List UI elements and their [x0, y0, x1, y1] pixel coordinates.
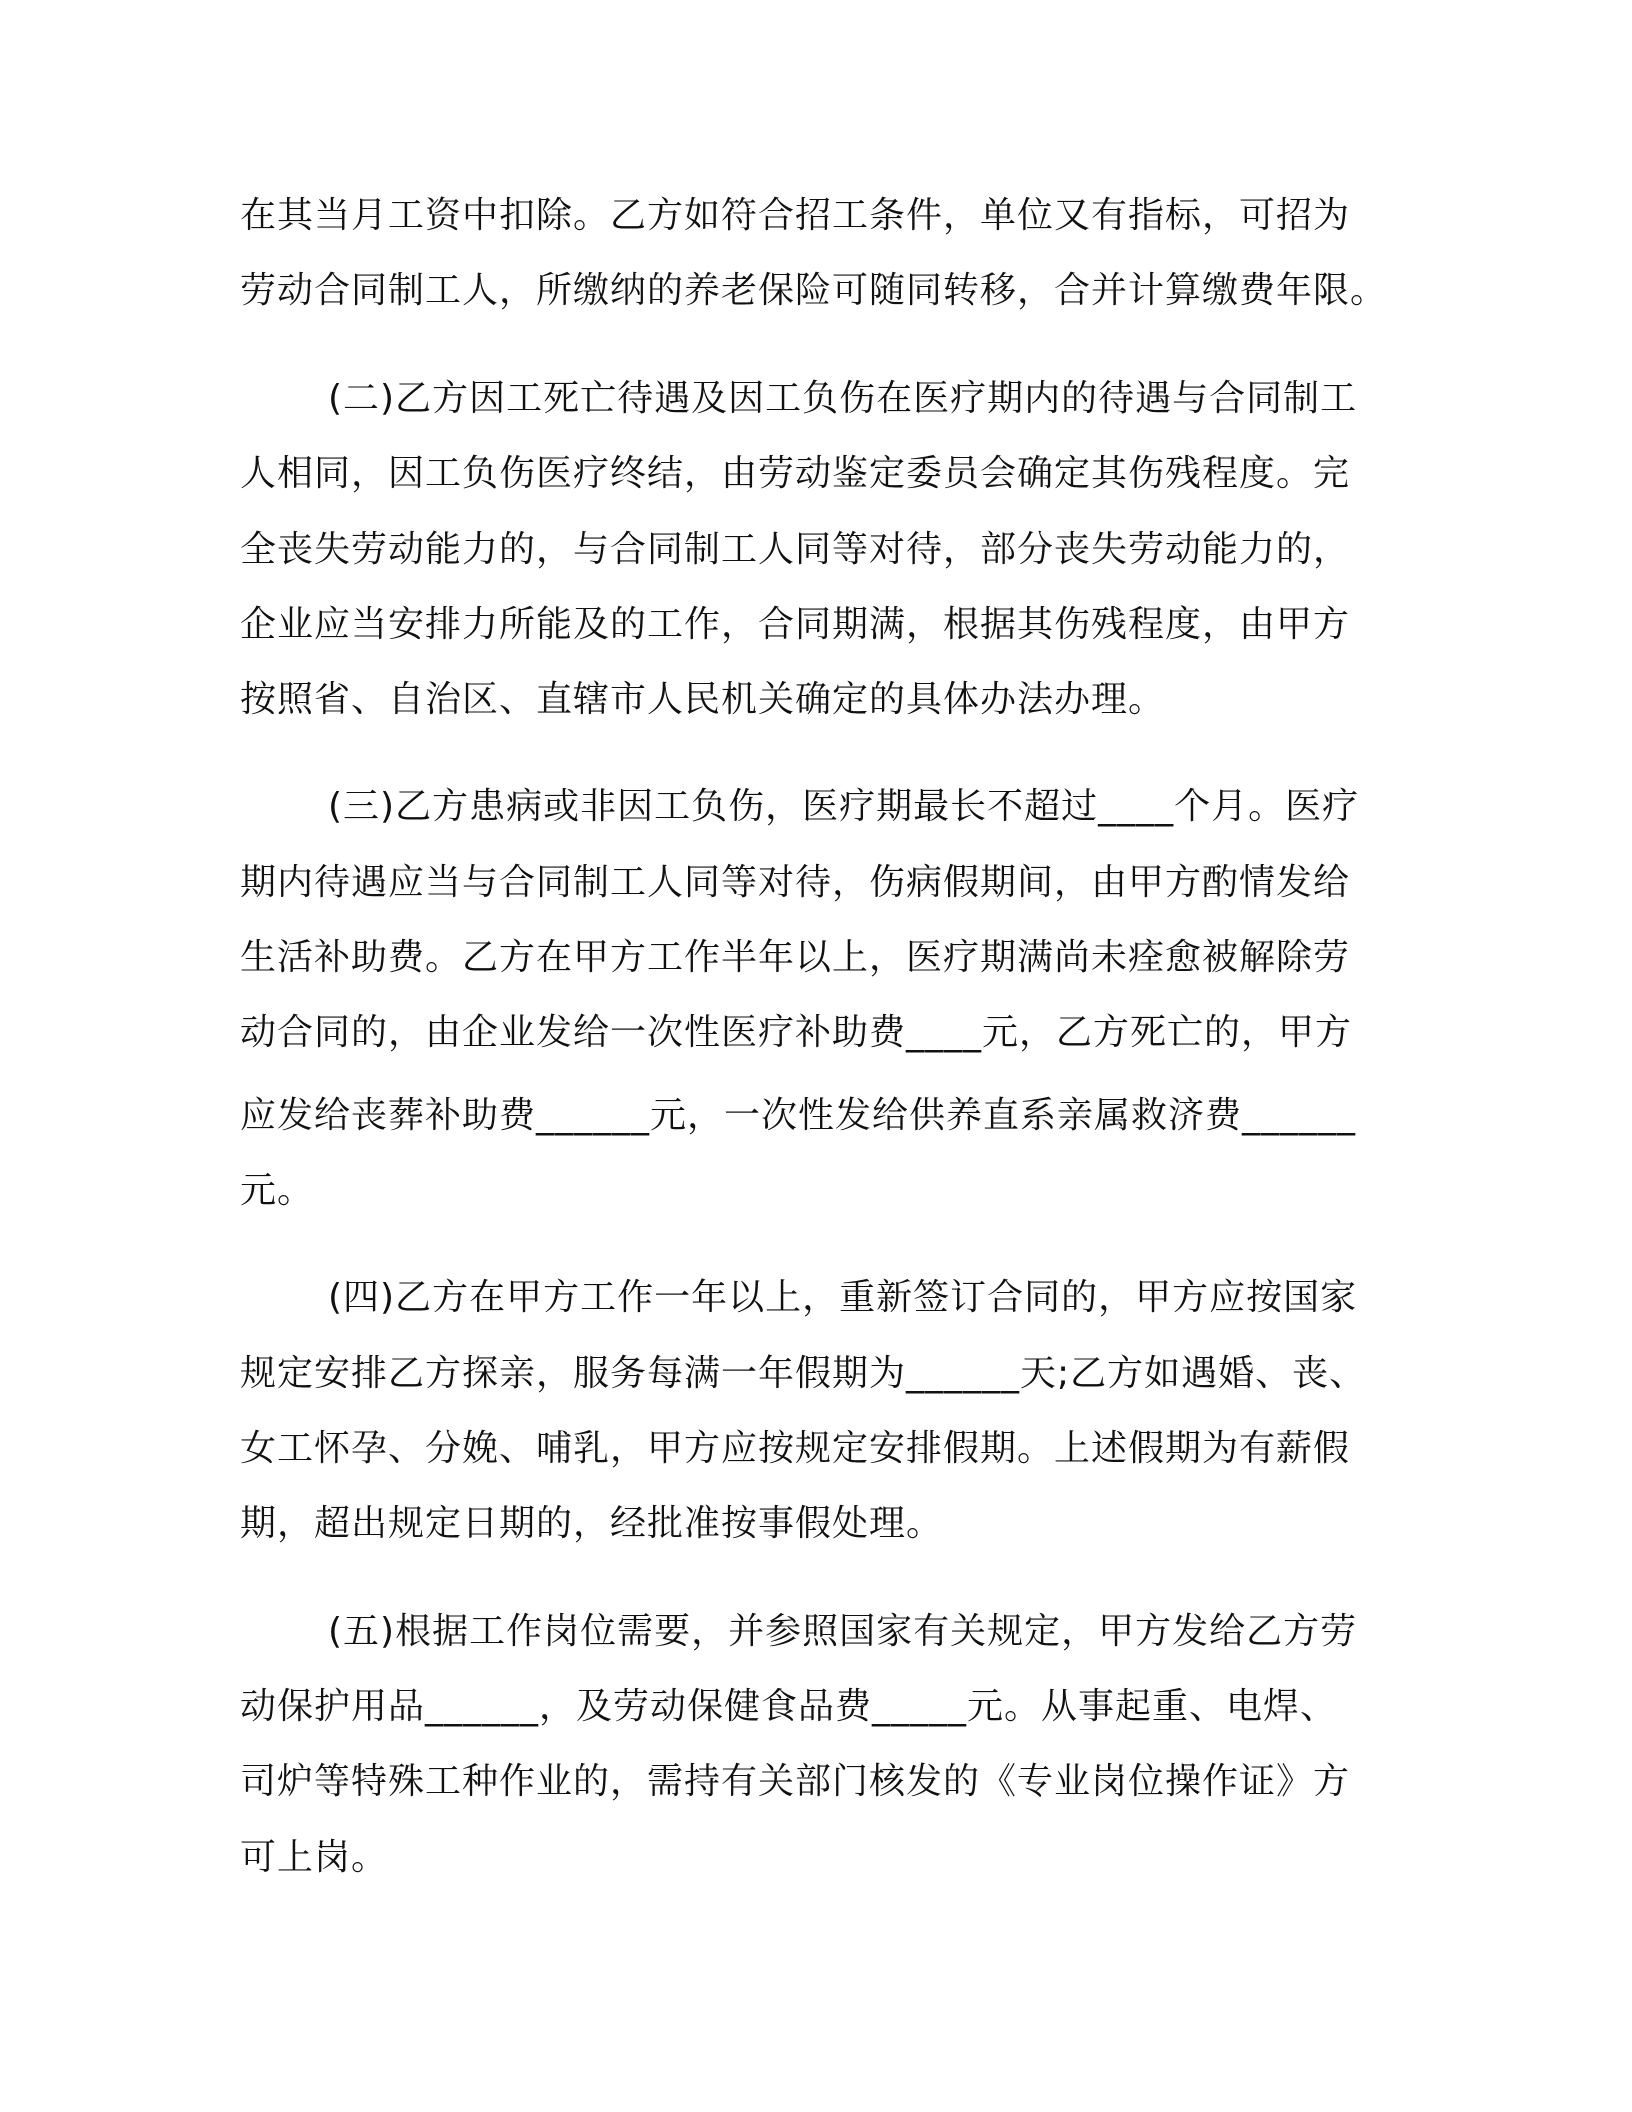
paragraph-1-line-2: 劳动合同制工人，所缴纳的养老保险可随同转移，合并计算缴费年限。: [240, 270, 1388, 311]
paragraph-2-line-2: 人相同，因工负伤医疗终结，由劳动鉴定委员会确定其伤残程度。完: [240, 453, 1351, 494]
paragraph-2-line-4: 企业应当安排力所能及的工作，合同期满，根据其伤残程度，由甲方: [240, 604, 1351, 645]
paragraph-3-line-5: 应发给丧葬补助费______元，一次性发给供养直系亲属救济费______: [240, 1095, 1357, 1136]
paragraph-3-line-3: 生活补助费。乙方在甲方工作半年以上，医疗期满尚未痊愈被解除劳: [240, 937, 1351, 978]
paragraph-4-line-1: (四)乙方在甲方工作一年以上，重新签订合同的，甲方应按国家: [328, 1277, 1358, 1318]
paragraph-3-line-6: 元。: [240, 1170, 315, 1211]
paragraph-4-line-2: 规定安排乙方探亲，服务每满一年假期为______天;乙方如遇婚、丧、: [240, 1353, 1367, 1394]
paragraph-4-line-4: 期，超出规定日期的，经批准按事假处理。: [240, 1503, 944, 1544]
paragraph-4-line-3: 女工怀孕、分娩、哺乳，甲方应按规定安排假期。上述假期为有薪假: [240, 1428, 1351, 1469]
paragraph-2-line-3: 全丧失劳动能力的，与合同制工人同等对待，部分丧失劳动能力的，: [240, 529, 1351, 570]
paragraph-5-line-3: 司炉等特殊工种作业的，需持有关部门核发的《专业岗位操作证》方: [240, 1761, 1351, 1802]
paragraph-5-line-2: 动保护用品______，及劳动保健食品费_____元。从事起重、电焊、: [240, 1686, 1338, 1727]
paragraph-5-line-1: (五)根据工作岗位需要，并参照国家有关规定，甲方发给乙方劳: [328, 1611, 1358, 1652]
paragraph-3-line-4: 动合同的，由企业发给一次性医疗补助费____元，乙方死亡的，甲方: [240, 1012, 1353, 1053]
paragraph-5-line-4: 可上岗。: [240, 1837, 389, 1878]
paragraph-1-line-1: 在其当月工资中扣除。乙方如符合招工条件，单位又有指标，可招为: [240, 195, 1351, 236]
paragraph-3-line-1: (三)乙方患病或非因工负伤，医疗期最长不超过____个月。医疗: [328, 786, 1360, 827]
paragraph-3-line-2: 期内待遇应当与合同制工人同等对待，伤病假期间，由甲方酌情发给: [240, 862, 1351, 903]
paragraph-2-line-1: (二)乙方因工死亡待遇及因工负伤在医疗期内的待遇与合同制工: [328, 378, 1358, 419]
paragraph-2-line-5: 按照省、自治区、直辖市人民机关确定的具体办法办理。: [240, 679, 1166, 720]
